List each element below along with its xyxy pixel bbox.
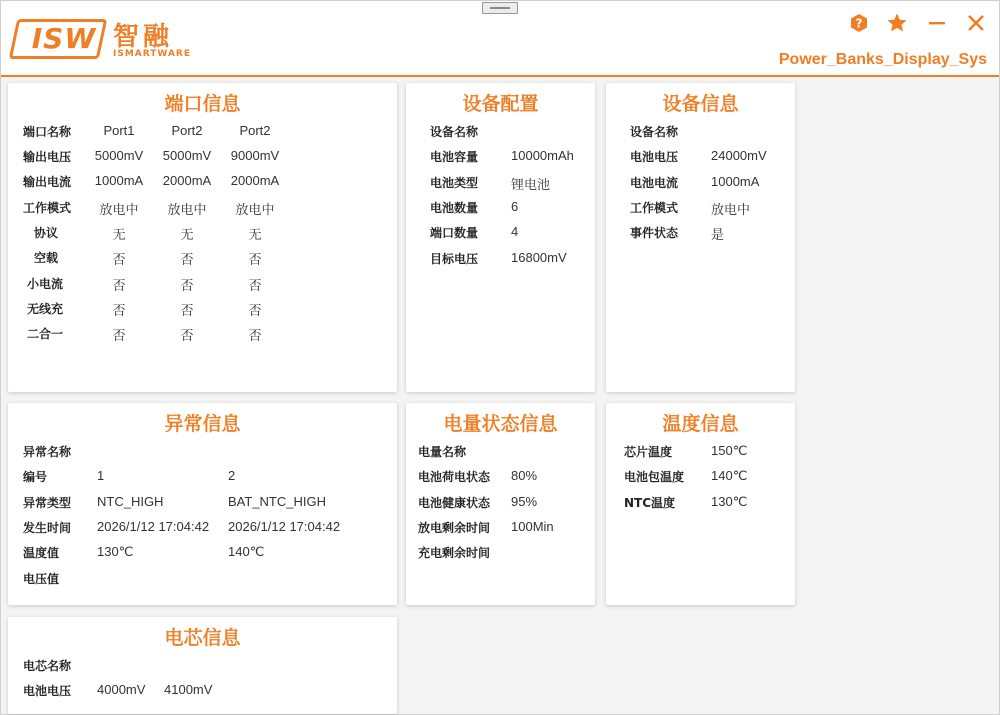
abnormal-row-value: 130℃: [97, 544, 134, 560]
port-row: [8, 173, 397, 193]
port-row-label: 二合一: [27, 327, 64, 342]
close-icon: [966, 13, 986, 33]
config-row-label: 设备名称: [430, 125, 479, 139]
device-info-row: [606, 199, 795, 219]
temperature-row-label: NTC温度: [624, 495, 676, 510]
config-row: [406, 148, 595, 168]
logo: [13, 19, 193, 61]
cell-row-label: 电芯名称: [23, 659, 72, 673]
cell-row: [8, 657, 397, 677]
port-row-label: 小电流: [27, 276, 64, 291]
config-row: [406, 123, 595, 143]
power-status-row-value: 100Min: [511, 518, 554, 534]
cell-row-value: 4000mV: [97, 682, 146, 698]
device-info-row: [606, 148, 795, 168]
temperature-row-label: 芯片温度: [624, 445, 673, 459]
abnormal-row-label: 电压值: [23, 571, 60, 586]
power-status-row: [406, 468, 595, 488]
port-value: 无: [112, 226, 126, 242]
svg-text:?: ?: [855, 16, 863, 31]
device-info-row-label: 电池电压: [630, 150, 679, 165]
port-value: 9000mV: [230, 148, 280, 163]
abnormal-row: [8, 570, 397, 590]
abnormal-row: [8, 443, 397, 463]
config-row-value: 16800mV: [511, 249, 567, 265]
device-config-card: [406, 83, 595, 392]
abnormal-row: [8, 494, 397, 514]
header-bar: [1, 1, 999, 77]
device-info-row-value: 放电中: [711, 201, 751, 217]
port-value: 无: [180, 226, 194, 242]
drag-handle[interactable]: [482, 2, 518, 14]
star-icon: [886, 12, 908, 34]
device-info-card: [606, 83, 795, 392]
card-title: 温度信息: [662, 413, 739, 435]
port-value: 否: [112, 252, 126, 268]
temperature-row-value: 140℃: [711, 468, 748, 484]
power-status-row-label: 放电剩余时间: [418, 520, 491, 535]
config-row-value: 4: [511, 224, 519, 240]
card-title: 设备信息: [662, 93, 739, 115]
abnormal-row-label: 异常类型: [23, 495, 72, 510]
device-info-row-label: 电池电流: [630, 175, 679, 190]
close-button[interactable]: [964, 11, 988, 35]
abnormal-info-card: [8, 403, 397, 605]
port-row-label: 空载: [34, 251, 59, 266]
port-name-row: [8, 123, 397, 143]
power-status-row-value: 95%: [511, 493, 538, 509]
port-name: Port1: [103, 123, 135, 138]
config-row: [406, 224, 595, 244]
config-row: [406, 199, 595, 219]
config-row-label: 目标电压: [430, 251, 479, 266]
card-title: 电量状态信息: [443, 413, 558, 435]
config-row: [406, 250, 595, 270]
port-value: 否: [248, 252, 262, 268]
abnormal-row-value: BAT_NTC_HIGH: [228, 493, 326, 509]
port-value: 否: [248, 302, 262, 318]
abnormal-row: [8, 544, 397, 564]
power-status-row-value: 80%: [511, 468, 538, 484]
port-value: 5000mV: [162, 148, 212, 163]
temperature-row: [606, 468, 795, 488]
temperature-info-card: [606, 403, 795, 605]
config-row-label: 电池类型: [430, 175, 479, 190]
port-name: Port2: [239, 123, 271, 138]
abnormal-row-label: 温度值: [23, 546, 60, 561]
port-row: [8, 275, 397, 295]
config-row-label: 电池容量: [430, 150, 479, 165]
device-info-row-value: 24000mV: [711, 148, 767, 164]
port-name: Port2: [171, 123, 203, 138]
power-status-row: [406, 519, 595, 539]
port-row: [8, 325, 397, 345]
port-value: 否: [248, 328, 262, 344]
card-title: 异常信息: [164, 413, 241, 435]
abnormal-row: [8, 468, 397, 488]
port-row: [8, 224, 397, 244]
power-status-row: [406, 443, 595, 463]
port-value: 否: [180, 328, 194, 344]
device-info-row-value: 是: [711, 227, 725, 243]
port-row: [8, 199, 397, 219]
device-info-row-value: 1000mA: [711, 173, 760, 189]
help-hexagon-icon: [849, 13, 869, 33]
abnormal-row-label: 异常名称: [23, 445, 72, 459]
cell-row: [8, 682, 397, 702]
power-status-row-label: 电量名称: [418, 445, 467, 459]
power-status-row: [406, 494, 595, 514]
port-value: 否: [180, 302, 194, 318]
temperature-row: [606, 443, 795, 463]
device-info-row: [606, 174, 795, 194]
app-title: Power_Banks_Display_Sys: [778, 51, 987, 68]
temperature-row-label: 电池包温度: [624, 470, 685, 485]
port-value: 否: [248, 277, 262, 293]
temperature-row-value: 130℃: [711, 493, 748, 509]
config-row-value: 6: [511, 198, 519, 214]
abnormal-row-value: 2: [228, 468, 236, 484]
config-row-value: 10000mAh: [511, 148, 574, 164]
abnormal-row-label: 编号: [23, 470, 48, 485]
minimize-button[interactable]: [925, 11, 949, 35]
card-title: 端口信息: [164, 93, 241, 115]
port-value: 否: [180, 277, 194, 293]
config-row-label: 电池数量: [430, 200, 479, 215]
port-row: [8, 300, 397, 320]
logo-text: ISW: [31, 22, 97, 55]
power-status-row-label: 充电剩余时间: [418, 546, 491, 561]
port-value: 2000mA: [162, 173, 212, 189]
port-row-label: 工作模式: [23, 200, 72, 215]
port-row-label: 无线充: [27, 301, 64, 316]
logo-cn: 智融: [113, 22, 174, 52]
port-name-label: 端口名称: [23, 125, 72, 139]
port-value: 放电中: [235, 201, 275, 217]
port-row-label: 输出电压: [23, 150, 72, 164]
cell-info-card: [8, 617, 397, 714]
abnormal-row-value: 2026/1/12 17:04:42: [97, 518, 210, 534]
device-info-row-label: 设备名称: [630, 125, 679, 139]
power-status-card: [406, 403, 595, 605]
card-title: 电芯信息: [164, 627, 241, 649]
port-row-label: 输出电流: [23, 175, 72, 190]
port-row: [8, 249, 397, 269]
port-value: 5000mV: [94, 148, 144, 163]
logo-en: ISMARTWARE: [113, 49, 191, 59]
device-info-row: [606, 123, 795, 143]
card-title: 设备配置: [462, 93, 539, 115]
port-value: 否: [112, 302, 126, 318]
abnormal-row-label: 发生时间: [23, 520, 72, 535]
config-row-label: 端口数量: [430, 226, 479, 241]
device-info-row-label: 事件状态: [630, 226, 679, 241]
device-info-row-label: 工作模式: [630, 200, 679, 215]
port-value: 无: [248, 226, 262, 242]
port-row: [8, 148, 397, 168]
cell-row-label: 电池电压: [23, 684, 72, 699]
power-status-row: [406, 544, 595, 564]
port-value: 2000mA: [230, 173, 280, 189]
port-value: 1000mA: [94, 173, 144, 189]
config-row: [406, 174, 595, 194]
abnormal-row-value: 1: [97, 468, 105, 484]
port-value: 放电中: [167, 201, 207, 217]
port-row-label: 协议: [34, 225, 59, 240]
power-status-row-label: 电池荷电状态: [418, 470, 491, 485]
device-info-row: [606, 224, 795, 244]
port-value: 否: [112, 277, 126, 293]
temperature-row: [606, 494, 795, 514]
abnormal-row-value: NTC_HIGH: [97, 493, 164, 509]
temperature-row-value: 150℃: [711, 443, 748, 458]
favorite-button[interactable]: [885, 11, 909, 35]
port-value: 放电中: [99, 201, 139, 217]
abnormal-row-value: 140℃: [228, 544, 265, 560]
power-status-row-label: 电池健康状态: [418, 495, 491, 510]
help-button[interactable]: [847, 11, 871, 35]
port-value: 否: [180, 252, 194, 268]
abnormal-row-value: 2026/1/12 17:04:42: [228, 518, 341, 534]
port-info-card: [8, 83, 397, 392]
cell-row-value: 4100mV: [164, 682, 213, 698]
minimize-icon: [927, 13, 947, 33]
abnormal-row: [8, 519, 397, 539]
config-row-value: 锂电池: [511, 176, 551, 192]
port-value: 否: [112, 328, 126, 344]
